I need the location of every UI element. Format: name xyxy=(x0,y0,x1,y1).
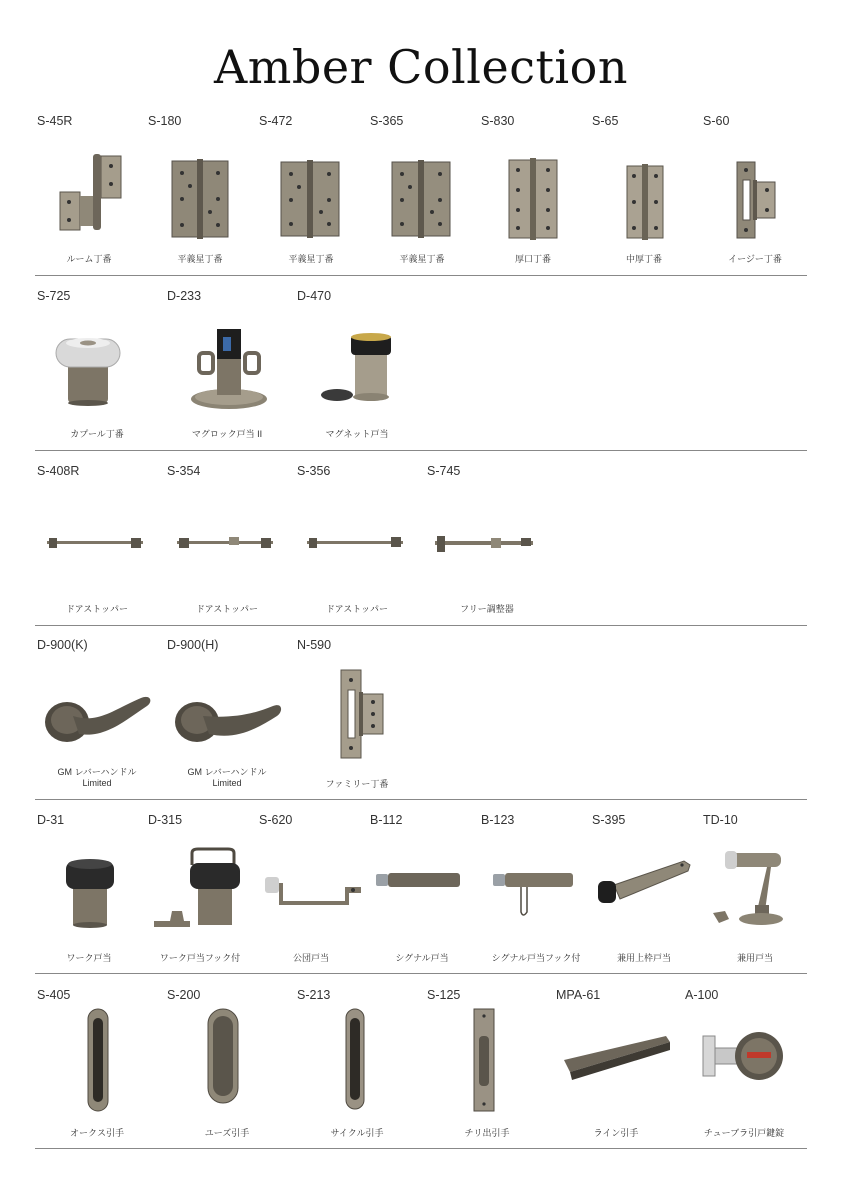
product-item[interactable] xyxy=(167,638,292,796)
medium-hinge-icon xyxy=(625,164,665,240)
work-stopper-hook-icon xyxy=(152,847,248,931)
product-code: B-112 xyxy=(370,813,403,827)
easy-hinge-icon xyxy=(735,160,779,240)
product-code: D-233 xyxy=(167,289,202,303)
row-door-stops xyxy=(37,813,807,973)
product-code: D-31 xyxy=(37,813,65,827)
row-handles xyxy=(37,638,807,798)
row-hinges xyxy=(37,114,807,274)
product-code: S-472 xyxy=(259,114,293,128)
product-code: S-725 xyxy=(37,289,71,303)
product-item[interactable] xyxy=(148,114,258,269)
product-name: 厚口丁番 xyxy=(514,254,551,264)
product-item[interactable] xyxy=(167,289,292,444)
product-item[interactable] xyxy=(703,813,807,968)
edge-pull-icon xyxy=(473,1008,495,1112)
product-name: 平義星丁番 xyxy=(399,254,445,264)
product-item[interactable] xyxy=(703,114,807,269)
product-name: ドアストッパー xyxy=(195,604,259,614)
product-item[interactable] xyxy=(259,813,369,968)
product-item[interactable] xyxy=(37,988,162,1143)
product-name: ユーズ引手 xyxy=(204,1128,250,1138)
product-name: ルーム丁番 xyxy=(66,254,112,264)
product-name: カプール丁番 xyxy=(70,429,124,439)
product-item[interactable] xyxy=(481,813,591,968)
thick-hinge-icon xyxy=(507,158,559,240)
work-stopper-icon xyxy=(65,857,115,929)
product-item[interactable] xyxy=(37,289,162,444)
section-divider xyxy=(35,973,807,974)
product-item[interactable] xyxy=(37,638,162,796)
product-name: 公団戸当 xyxy=(292,953,329,963)
product-item[interactable] xyxy=(259,114,369,269)
product-code: S-45R xyxy=(37,114,73,128)
product-name: フリー調整器 xyxy=(460,604,514,614)
product-code: D-315 xyxy=(148,813,183,827)
row-door-stays xyxy=(37,464,807,624)
section-divider xyxy=(35,799,807,800)
lever-handle-icon xyxy=(43,694,153,746)
product-item[interactable] xyxy=(427,988,552,1143)
butt-hinge-icon xyxy=(279,160,341,238)
product-item[interactable] xyxy=(556,988,681,1143)
tubular-lock-icon xyxy=(699,1028,785,1088)
line-pull-icon xyxy=(562,1032,672,1084)
product-name: シグナル戸当フック付 xyxy=(491,953,581,963)
free-adjuster-icon xyxy=(435,534,533,554)
product-name: 平義星丁番 xyxy=(177,254,223,264)
section-divider xyxy=(35,450,807,451)
product-code: D-900(H) xyxy=(167,638,219,652)
product-code: S-200 xyxy=(167,988,201,1002)
product-name: チリ出引手 xyxy=(464,1128,510,1138)
row-stoppers xyxy=(37,289,807,449)
product-name: チューブラ引戸鍵錠 xyxy=(703,1128,785,1138)
magnet-lock-stopper-icon xyxy=(189,327,269,411)
product-item[interactable] xyxy=(592,813,702,968)
product-item[interactable] xyxy=(592,114,702,269)
magnet-stopper-icon xyxy=(309,333,399,405)
section-divider xyxy=(35,275,807,276)
product-code: D-470 xyxy=(297,289,332,303)
signal-stopper-hook-icon xyxy=(493,872,575,918)
product-code: S-354 xyxy=(167,464,201,478)
bracket-stopper-icon xyxy=(261,873,363,909)
lever-handle-icon xyxy=(173,694,283,746)
product-item[interactable] xyxy=(37,114,147,269)
product-code: S-180 xyxy=(148,114,182,128)
flush-pull-icon xyxy=(207,1008,239,1104)
product-name: GM レバーハンドル xyxy=(57,767,137,777)
product-code: S-60 xyxy=(703,114,730,128)
product-code: S-365 xyxy=(370,114,404,128)
product-name-suffix: Limited xyxy=(212,778,242,788)
family-hinge-icon xyxy=(339,668,385,760)
door-stay-icon xyxy=(47,536,143,550)
page-title: Amber Collection xyxy=(214,40,628,94)
product-code: S-125 xyxy=(427,988,461,1002)
product-code: TD-10 xyxy=(703,813,738,827)
product-name: ドアストッパー xyxy=(65,604,129,614)
product-name: マグロック戸当 II xyxy=(191,429,263,439)
butt-hinge-icon xyxy=(170,159,230,239)
section-divider xyxy=(35,625,807,626)
product-item[interactable] xyxy=(481,114,591,269)
product-code: S-395 xyxy=(592,813,626,827)
product-item[interactable] xyxy=(297,464,422,619)
product-name: ファミリー丁番 xyxy=(325,779,389,789)
product-name: マグネット戸当 xyxy=(325,429,389,439)
product-name: イージー丁番 xyxy=(728,254,782,264)
butt-hinge-icon xyxy=(390,160,452,238)
product-item[interactable] xyxy=(167,988,292,1143)
product-item[interactable] xyxy=(685,988,807,1143)
row-pulls xyxy=(37,988,807,1148)
product-item[interactable] xyxy=(297,988,422,1143)
product-item[interactable] xyxy=(427,464,552,619)
product-name: 中厚丁番 xyxy=(625,254,662,264)
product-name: オークス引手 xyxy=(70,1128,124,1138)
product-item[interactable] xyxy=(37,813,147,968)
door-stay-icon xyxy=(307,536,403,550)
product-item[interactable] xyxy=(297,638,422,796)
product-name: 兼用上枠戸当 xyxy=(616,953,671,963)
product-item[interactable] xyxy=(370,813,480,968)
product-code: S-830 xyxy=(481,114,515,128)
product-name: 兼用戸当 xyxy=(736,953,773,963)
product-code: A-100 xyxy=(685,988,719,1002)
product-item[interactable] xyxy=(148,813,258,968)
product-name: ワーク戸当 xyxy=(66,953,112,963)
product-name: 平義星丁番 xyxy=(288,254,334,264)
section-divider xyxy=(35,1148,807,1149)
frame-stopper-icon xyxy=(596,859,692,905)
product-code: S-356 xyxy=(297,464,331,478)
product-code: S-65 xyxy=(592,114,619,128)
product-name: GM レバーハンドル xyxy=(187,767,267,777)
product-code: N-590 xyxy=(297,638,332,652)
combo-stopper-icon xyxy=(711,849,793,929)
product-code: S-405 xyxy=(37,988,71,1002)
product-item[interactable] xyxy=(37,464,162,619)
product-code: S-408R xyxy=(37,464,80,478)
product-name: ドアストッパー xyxy=(325,604,389,614)
product-code: B-123 xyxy=(481,813,515,827)
flush-pull-narrow-icon xyxy=(345,1008,365,1110)
product-name: ワーク戸当フック付 xyxy=(159,953,241,963)
lift-off-hinge-icon xyxy=(57,154,127,234)
flush-pull-icon xyxy=(87,1008,109,1112)
signal-stopper-icon xyxy=(376,872,460,888)
product-name: シグナル戸当 xyxy=(395,953,449,963)
product-code: S-213 xyxy=(297,988,331,1002)
cap-stopper-icon xyxy=(53,335,123,407)
product-item[interactable] xyxy=(297,289,422,444)
product-item[interactable] xyxy=(167,464,292,619)
product-name-suffix: Limited xyxy=(82,778,112,788)
door-stay-icon xyxy=(177,536,273,550)
product-code: S-745 xyxy=(427,464,461,478)
product-code: D-900(K) xyxy=(37,638,88,652)
product-name: ライン引手 xyxy=(593,1128,639,1138)
product-code: S-620 xyxy=(259,813,293,827)
product-item[interactable] xyxy=(370,114,480,269)
product-name: サイクル引手 xyxy=(330,1128,384,1138)
product-code: MPA-61 xyxy=(556,988,601,1002)
